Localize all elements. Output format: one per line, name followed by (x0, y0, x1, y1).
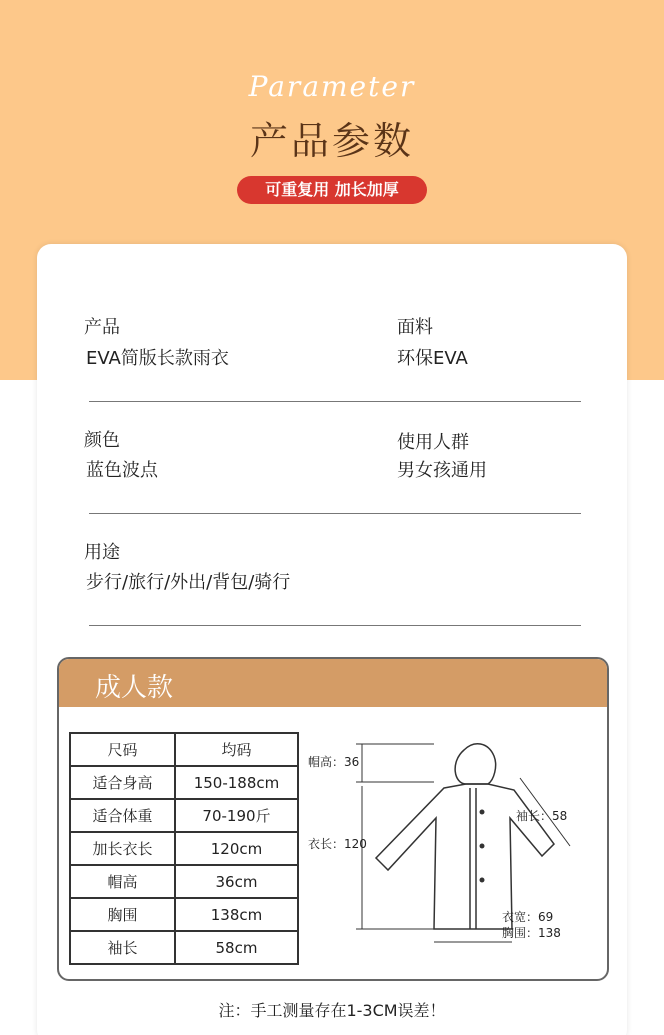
table-cell: 120cm (175, 832, 298, 865)
color-value: 蓝色波点 (86, 460, 158, 481)
table-cell: 150-188cm (175, 766, 298, 799)
divider (89, 513, 581, 514)
table-row (70, 898, 298, 931)
table-row (70, 931, 298, 964)
table-row (70, 832, 298, 865)
chest-label: 胸围：138 (502, 926, 561, 940)
product-label: 产品 (84, 317, 120, 338)
table-cell: 36cm (175, 865, 298, 898)
users-label: 使用人群 (397, 432, 469, 453)
table-cell: 均码 (175, 733, 298, 766)
material-label: 面料 (397, 317, 433, 338)
table-row (70, 865, 298, 898)
page-title: 产品参数 (249, 119, 414, 163)
table-cell: 袖长 (70, 931, 175, 964)
width-label: 衣宽：69 (502, 910, 554, 924)
table-row (70, 799, 298, 832)
divider (89, 401, 581, 402)
feature-badge: 可重复用 加长加厚 (237, 176, 427, 204)
product-value: EVA简版长款雨衣 (86, 348, 229, 369)
button-dot (480, 810, 485, 815)
table-row (70, 733, 298, 766)
table-cell: 帽高 (70, 865, 175, 898)
table-cell: 尺码 (70, 733, 175, 766)
table-cell: 70-190斤 (175, 799, 298, 832)
table-cell: 胸围 (70, 898, 175, 931)
size-table (69, 732, 299, 965)
hood-label: 帽高：36 (308, 755, 360, 769)
button-dot (480, 878, 485, 883)
table-cell: 适合体重 (70, 799, 175, 832)
size-chart (57, 657, 609, 981)
color-label: 颜色 (84, 430, 120, 451)
raincoat-diagram (304, 734, 594, 964)
divider (89, 625, 581, 626)
button-dot (480, 844, 485, 849)
table-cell: 138cm (175, 898, 298, 931)
table-cell: 适合身高 (70, 766, 175, 799)
length-label: 衣长：120 (308, 837, 367, 851)
table-cell: 58cm (175, 931, 298, 964)
hood-shape (455, 744, 495, 784)
script-title: Parameter (248, 70, 416, 103)
table-cell: 加长衣长 (70, 832, 175, 865)
table-row (70, 766, 298, 799)
material-value: 环保EVA (397, 348, 468, 369)
size-title: 成人款 (95, 673, 174, 703)
sleeve-label: 袖长：58 (516, 809, 568, 823)
measurement-note: 注：手工测量存在1-3CM误差！ (218, 1001, 446, 1020)
usage-value: 步行/旅行/外出/背包/骑行 (86, 572, 291, 593)
users-value: 男女孩通用 (397, 460, 487, 481)
coat-shape (376, 784, 554, 929)
usage-label: 用途 (84, 542, 120, 563)
